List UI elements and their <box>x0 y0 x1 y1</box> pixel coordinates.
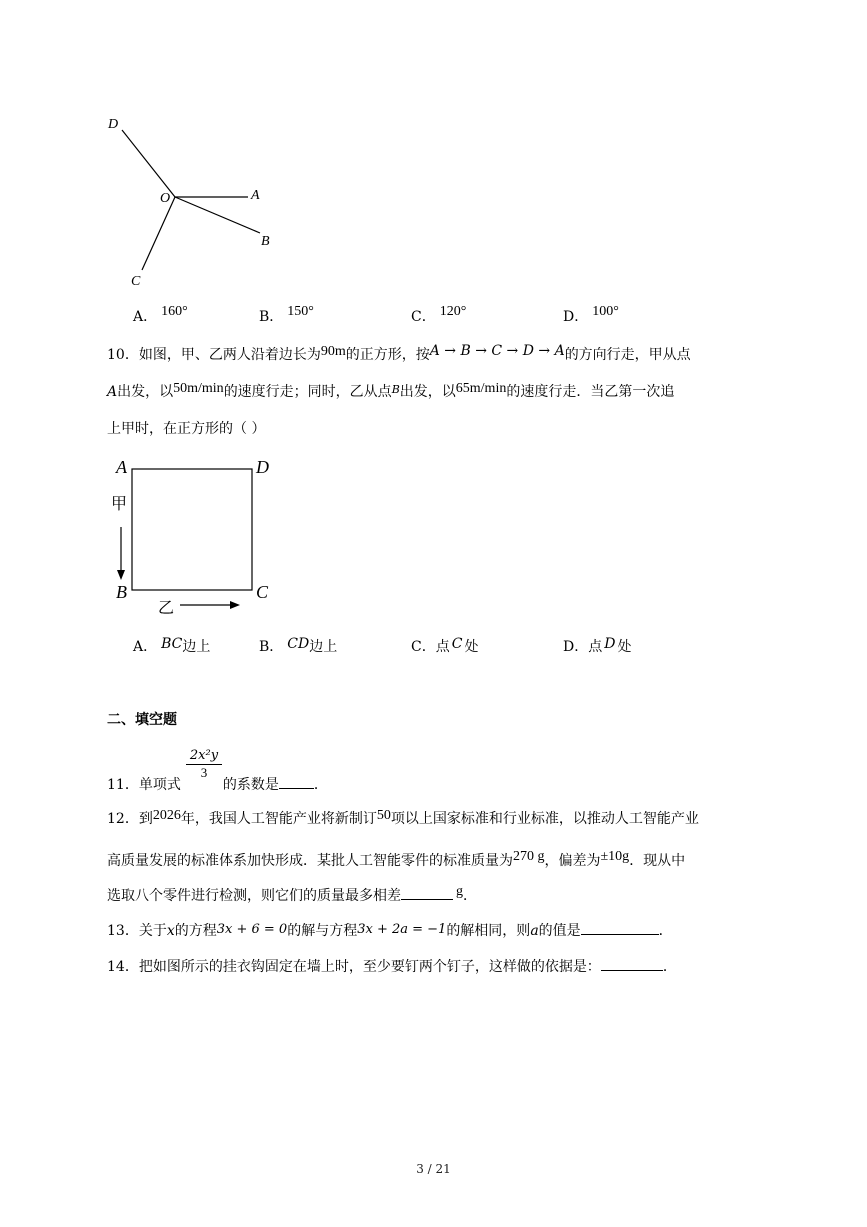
sq-label-B: B <box>116 582 127 602</box>
q9-angle-figure <box>100 110 290 300</box>
q10-line-1: 10．如图，甲、乙两人沿着边长为90m的正方形，按A → B → C → D → A的方向行走，甲从点 <box>107 343 691 363</box>
label-D: D <box>108 117 119 132</box>
q10-line-2: A出发，以50m/min的速度行走；同时，乙从点$^B$出发，以65m/min的速度行走．当乙第一次追 <box>107 381 675 400</box>
sq-label-A: A <box>116 457 127 477</box>
q9-option-d[interactable]: D． 100° <box>563 304 619 325</box>
q10-option-b[interactable]: B． CD边上 <box>259 636 338 655</box>
q12-line-2: 高质量发展的标准体系加快形成．某批人工智能零件的标准质量为270 g，偏差为±10g．现从中 <box>107 849 686 869</box>
label-jia: 甲 <box>111 494 128 513</box>
sq-label-D: D <box>256 457 269 477</box>
q11-text: 11．单项式 的系数是 ． <box>107 774 328 794</box>
q14-text: 14．把如图所示的挂衣钩固定在墙上时，至少要钉两个钉子，这样做的依据是： ． <box>107 956 677 976</box>
q13-answer-blank[interactable] <box>581 920 659 935</box>
q9-option-a[interactable]: A． 160° <box>133 304 188 325</box>
q10-option-d[interactable]: D．点 D 处 <box>563 636 632 655</box>
q9-option-c[interactable]: C． 120° <box>411 304 467 325</box>
sq-label-C: C <box>256 582 269 602</box>
q10-option-a[interactable]: A． BC边上 <box>133 636 211 655</box>
label-O: O <box>160 191 171 206</box>
label-B: B <box>261 234 270 249</box>
label-A: A <box>251 188 260 203</box>
q12-answer-blank[interactable] <box>401 885 453 900</box>
label-C: C <box>131 274 141 289</box>
label-yi: 乙 <box>158 598 175 617</box>
q11-fraction: 2x²y 3 <box>186 748 222 781</box>
q12-line-3: 选取八个零件进行检测，则它们的质量最多相差 g． <box>107 884 477 904</box>
q10-line-3: 上甲时，在正方形的（ ） <box>107 421 266 437</box>
page-number: 3 / 21 <box>416 1162 451 1176</box>
q13-text: 13．关于x的方程3x + 6 = 0的解与方程3x + 2a = −1的解相同，则a的值是 ． <box>107 922 673 939</box>
q10-option-c[interactable]: C．点 C 处 <box>411 636 479 655</box>
q9-option-b[interactable]: B． 150° <box>259 304 314 325</box>
q12-line-1: 12．到2026年，我国人工智能产业将新制订50项以上国家标准和行业标准，以推动人工智能产业 <box>107 808 699 827</box>
q11-answer-blank[interactable] <box>279 774 314 789</box>
q14-answer-blank[interactable] <box>601 956 663 971</box>
section-title: 二、填空题 <box>107 712 177 728</box>
